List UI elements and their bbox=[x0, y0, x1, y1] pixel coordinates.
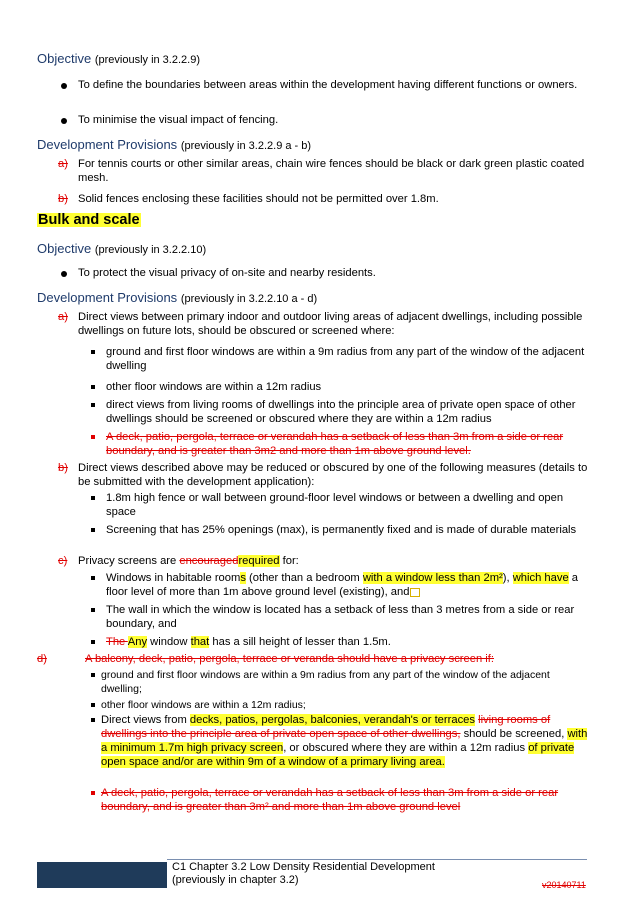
deleted-text: living rooms of dwellings into the principle area of private open space of other dwellings, bbox=[101, 714, 551, 740]
square-bullet-icon bbox=[91, 528, 95, 532]
inserted-text: with a window less than 2m² bbox=[362, 572, 503, 584]
list-item: Screening that has 25% openings (max), is permanently fixed and is made of durable materials bbox=[106, 524, 577, 536]
provision-text-deleted: A balcony, deck, patio, pergola, terrace or veranda should have a privacy screen if: bbox=[85, 653, 494, 665]
text: , or obscured where they are within a 12m radius bbox=[283, 742, 529, 754]
square-bullet-icon bbox=[91, 435, 95, 439]
comment-marker-icon[interactable] bbox=[410, 588, 420, 597]
list-item: direct views from living rooms of dwellings into the principle area of private open space of other dwellings should be screened or obscured where they are within a 12m radius bbox=[106, 399, 576, 425]
footer-version: v20140711 bbox=[542, 880, 586, 890]
item-label: b) bbox=[58, 462, 68, 474]
inserted-text: which have bbox=[512, 572, 569, 584]
list-item: other floor windows are within a 12m radius bbox=[106, 381, 322, 393]
objective-heading-1 bbox=[37, 52, 200, 67]
list-item bbox=[106, 635, 588, 649]
dev-provisions-heading-2 bbox=[37, 291, 317, 306]
square-bullet-icon bbox=[91, 718, 95, 722]
list-item: The wall in which the window is located has a setback of less than 3 metres from a side or rear boundary, and bbox=[106, 604, 575, 630]
item-label: c) bbox=[58, 555, 68, 567]
heading-ref: (previously in 3.2.2.9 a - b) bbox=[180, 140, 312, 152]
heading-ref: (previously in 3.2.2.9) bbox=[94, 54, 200, 66]
square-bullet-icon bbox=[91, 350, 95, 354]
text: a floor level of more than 1m above ground level (existing), and bbox=[106, 572, 579, 598]
text: ), bbox=[502, 572, 513, 584]
text: window bbox=[147, 636, 191, 648]
footer-color-block bbox=[37, 862, 167, 888]
list-item-deleted: A deck, patio, pergola, terrace or verandah has a setback of less than 3m from a side or rear boundary, and is greater than 3m2 and more than 1m above ground level. bbox=[106, 431, 564, 457]
text: for: bbox=[279, 555, 299, 567]
square-bullet-icon bbox=[91, 673, 95, 677]
heading-text: Development Provisions bbox=[37, 137, 178, 152]
list-item: ground and first floor windows are within a 9m radius from any part of the window of the adjacent dwelling bbox=[106, 346, 585, 372]
text: Direct views from bbox=[101, 714, 190, 726]
footer-previous: (previously in chapter 3.2) bbox=[172, 874, 299, 886]
inserted-text: required bbox=[238, 555, 280, 567]
inserted-text: Any bbox=[127, 636, 148, 648]
square-bullet-icon bbox=[91, 640, 95, 644]
list-item-deleted: A deck, patio, pergola, terrace or verandah has a setback of less than 3m from a side or rear boundary, and is greater than 3m² and more than 1m above ground level bbox=[101, 787, 559, 813]
provision-text bbox=[78, 554, 588, 568]
text: Windows in habitable room bbox=[106, 572, 241, 584]
list-item: To protect the visual privacy of on-site and nearby residents. bbox=[78, 267, 376, 279]
text: should be screened, bbox=[460, 728, 568, 740]
provision-text: Direct views between primary indoor and outdoor living areas of adjacent dwellings, including possible dwellings on future lots, should be obscured or screened where: bbox=[78, 311, 583, 337]
heading-ref: (previously in 3.2.2.10) bbox=[94, 244, 207, 256]
square-bullet-icon bbox=[91, 385, 95, 389]
square-bullet-icon bbox=[91, 703, 95, 707]
deleted-text: encouraged bbox=[179, 555, 239, 567]
list-item bbox=[101, 713, 588, 769]
footer-chapter: C1 Chapter 3.2 Low Density Residential Development bbox=[172, 861, 435, 873]
item-label: a) bbox=[58, 311, 68, 323]
dev-provisions-heading-1 bbox=[37, 138, 311, 153]
list-item bbox=[106, 571, 588, 599]
list-item: other floor windows are within a 12m radius; bbox=[101, 699, 306, 711]
section-title: Bulk and scale bbox=[38, 212, 140, 228]
item-label: b) bbox=[58, 193, 68, 205]
list-item: To minimise the visual impact of fencing. bbox=[78, 114, 279, 126]
square-bullet-icon bbox=[91, 403, 95, 407]
provision-text: Direct views described above may be reduced or obscured by one of the following measures (details to be submitted with the development application): bbox=[78, 462, 588, 488]
provision-text: For tennis courts or other similar areas, chain wire fences should be black or dark green plastic coated mesh. bbox=[78, 158, 585, 184]
footer-text bbox=[172, 861, 435, 887]
bullet-icon bbox=[61, 83, 67, 89]
text: (other than a bedroom bbox=[245, 572, 363, 584]
inserted-text: that bbox=[190, 636, 210, 648]
inserted-text: with a minimum 1.7m high privacy screen bbox=[101, 728, 588, 754]
item-label: a) bbox=[58, 158, 68, 170]
square-bullet-icon bbox=[91, 791, 95, 795]
item-label: d) bbox=[37, 653, 47, 665]
heading-text: Objective bbox=[37, 51, 92, 66]
heading-ref: (previously in 3.2.2.10 a - d) bbox=[180, 293, 318, 305]
square-bullet-icon bbox=[91, 608, 95, 612]
text: has a sill height of lesser than 1.5m. bbox=[209, 636, 391, 648]
inserted-text: of private open space and/or are within 9m of a window of a primary living area. bbox=[101, 742, 575, 768]
bullet-icon bbox=[61, 271, 67, 277]
objective-heading-2 bbox=[37, 242, 206, 257]
heading-text: Development Provisions bbox=[37, 290, 178, 305]
inserted-text: s bbox=[240, 572, 246, 584]
bullet-icon bbox=[61, 118, 67, 124]
list-item: ground and first floor windows are within a 9m radius from any part of the window of the adjacent dwelling; bbox=[101, 669, 550, 695]
square-bullet-icon bbox=[91, 496, 95, 500]
square-bullet-icon bbox=[91, 576, 95, 580]
inserted-text: decks, patios, pergolas, balconies, verandah's or terraces bbox=[189, 714, 475, 726]
deleted-text: The bbox=[106, 636, 128, 648]
list-item: 1.8m high fence or wall between ground-floor level windows or between a dwelling and open space bbox=[106, 492, 564, 518]
footer-divider bbox=[167, 859, 587, 860]
text: Privacy screens are bbox=[78, 555, 180, 567]
provision-text: Solid fences enclosing these facilities should not be permitted over 1.8m. bbox=[78, 193, 439, 205]
list-item: To define the boundaries between areas within the development having different functions or owners. bbox=[78, 79, 578, 91]
heading-text: Objective bbox=[37, 241, 92, 256]
